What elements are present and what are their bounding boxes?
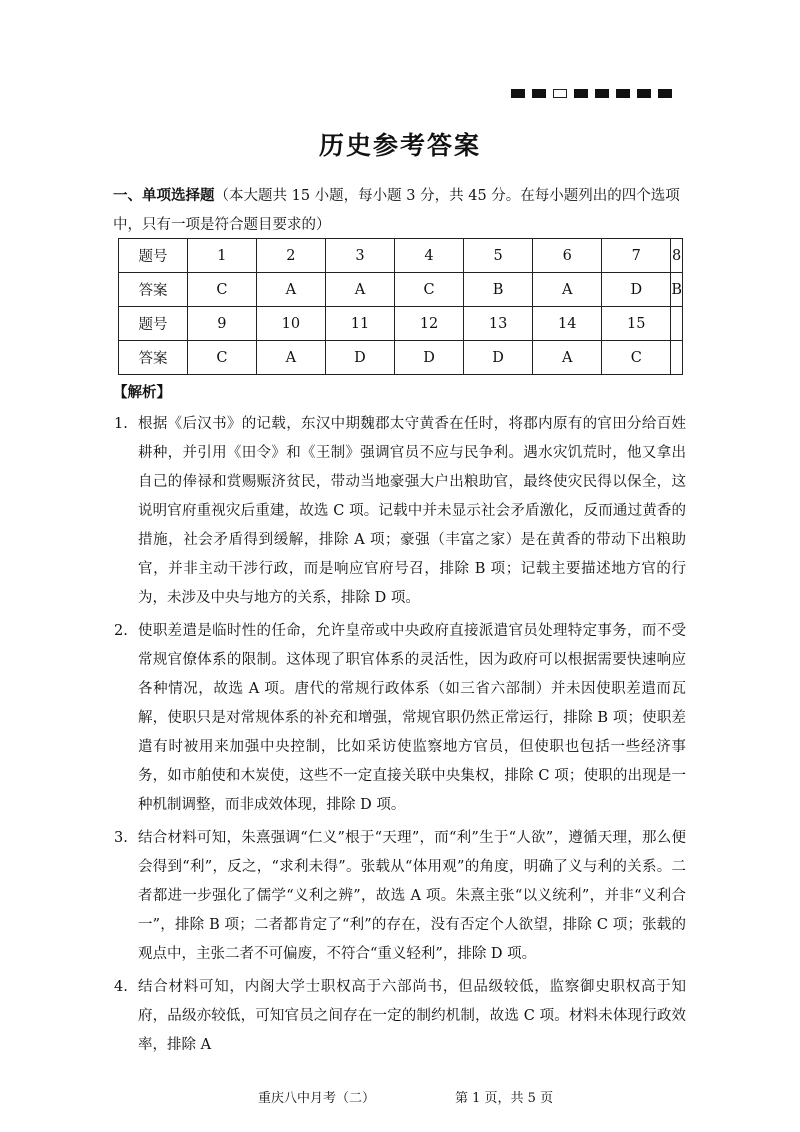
table-row [119, 307, 683, 341]
table-cell: D [602, 273, 671, 307]
table-cell: 8 [671, 239, 683, 273]
table-cell: D [325, 341, 394, 375]
table-cell: 3 [325, 239, 394, 273]
table-cell: 题号 [119, 239, 188, 273]
page-title: 历史参考答案 [318, 131, 481, 160]
mark-block [595, 89, 609, 98]
analysis-list [0, 410, 800, 1064]
table-cell: 6 [533, 239, 602, 273]
table-cell: A [325, 273, 394, 307]
table-cell: 题号 [119, 307, 188, 341]
table-cell: B [671, 273, 683, 307]
item-number: 3. [114, 830, 128, 846]
analysis-heading: 【解析】 [113, 385, 171, 401]
table-cell: A [533, 273, 602, 307]
table-cell: 4 [395, 239, 464, 273]
mark-block [616, 89, 630, 98]
item-number: 2. [114, 623, 128, 639]
answer-table [118, 238, 683, 375]
table-cell [671, 341, 683, 375]
mark-block [511, 89, 525, 98]
section-note: （本大题共 15 小题，每小题 3 分，共 45 分。在每小题列出的四个选项中，只有一项是符合题目要求的） [113, 188, 680, 233]
table-cell: C [187, 273, 256, 307]
table-cell: 5 [464, 239, 533, 273]
table-cell: 1 [187, 239, 256, 273]
mark-block [658, 89, 672, 98]
item-number: 1. [114, 416, 128, 432]
footer-page-number: 第 1 页，共 5 页 [455, 1091, 554, 1106]
table-cell: B [464, 273, 533, 307]
analysis-item [114, 824, 686, 969]
table-cell: C [395, 273, 464, 307]
table-cell: 14 [533, 307, 602, 341]
item-text: 使职差遣是临时性的任命，允许皇帝或中央政府直接派遣官员处理特定事务，而不受常规官僚体系的限制。这体现了职官体系的灵活性，因为政府可以根据需要快速响应各种情况，故选 A 项。唐代的常规行政体系（如三省六部制）并未因使职差遣而瓦解，使职只是对常规体系的补充和增强，常规官职仍然正常运行，排除 B 项；使职差遣有时被用来加强中央控制，比如采访使监察地方官员，但使职也包括一些经济事务，如市舶使和木炭使，这些不一定直接关联中央集权，排除 C 项；使职的出现是一种机制调整，而非成效体现，排除 D 项。 [138, 623, 686, 813]
table-cell: A [256, 273, 325, 307]
item-text: 结合材料可知，朱熹强调“仁义”根于“天理”，而“利”生于“人欲”，遵循天理，那么便会得到“利”，反之，“求利未得”。张载从“体用观”的角度，明确了义与利的关系。二者都进一步强化了儒学“义利之辨”，故选 A 项。朱熹主张“以义统利”，并非“义利合一”，排除 B 项；二者都肯定了“利”的存在，没有否定个人欲望，排除 C 项；张载的观点中，主张二者不可偏废，不符合“重义轻利”，排除 D 项。 [138, 830, 686, 962]
table-cell: 7 [602, 239, 671, 273]
table-cell: 15 [602, 307, 671, 341]
table-cell: 2 [256, 239, 325, 273]
table-cell: A [256, 341, 325, 375]
table-cell: 11 [325, 307, 394, 341]
mark-block [637, 89, 651, 98]
table-cell: A [533, 341, 602, 375]
table-cell: 10 [256, 307, 325, 341]
table-cell: 答案 [119, 273, 188, 307]
table-cell: 13 [464, 307, 533, 341]
analysis-item [114, 973, 686, 1060]
analysis-item [114, 617, 686, 820]
table-cell: 9 [187, 307, 256, 341]
table-row [119, 341, 683, 375]
item-number: 4. [114, 979, 128, 995]
section-instruction [113, 182, 693, 240]
table-cell: D [464, 341, 533, 375]
table-cell: D [395, 341, 464, 375]
mark-block [574, 89, 588, 98]
table-cell [671, 307, 683, 341]
table-row [119, 273, 683, 307]
mark-block [532, 89, 546, 98]
item-text: 根据《后汉书》的记载，东汉中期魏郡太守黄香在任时，将郡内原有的官田分给百姓耕种，并引用《田令》和《王制》强调官员不应与民争利。遇水灾饥荒时，他又拿出自己的俸禄和赏赐赈济贫民，带动当地豪强大户出粮助官，最终使灾民得以保全，这说明官府重视灾后重建，故选 C 项。记载中并未显示社会矛盾激化，反而通过黄香的措施，社会矛盾得到缓解，排除 A 项；豪强（丰富之家）是在黄香的带动下出粮助官，并非主动干涉行政，而是响应官府号召，排除 B 项；记载主要描述地方官的行为，未涉及中央与地方的关系，排除 D 项。 [138, 416, 686, 606]
analysis-item [114, 410, 686, 613]
header-marks [511, 89, 672, 98]
item-text: 结合材料可知，内阁大学士职权高于六部尚书，但品级较低，监察御史职权高于知府，品级亦较低，可知官员之间存在一定的制约机制，故选 C 项。材料未体现行政效率，排除 A [138, 979, 686, 1053]
section-heading: 一、单项选择题 [113, 188, 215, 204]
table-cell: C [187, 341, 256, 375]
table-row [119, 239, 683, 273]
footer-exam-name: 重庆八中月考（二） [258, 1091, 376, 1106]
mark-block-hollow [553, 89, 567, 98]
table-cell: C [602, 341, 671, 375]
table-cell: 答案 [119, 341, 188, 375]
table-cell: 12 [395, 307, 464, 341]
